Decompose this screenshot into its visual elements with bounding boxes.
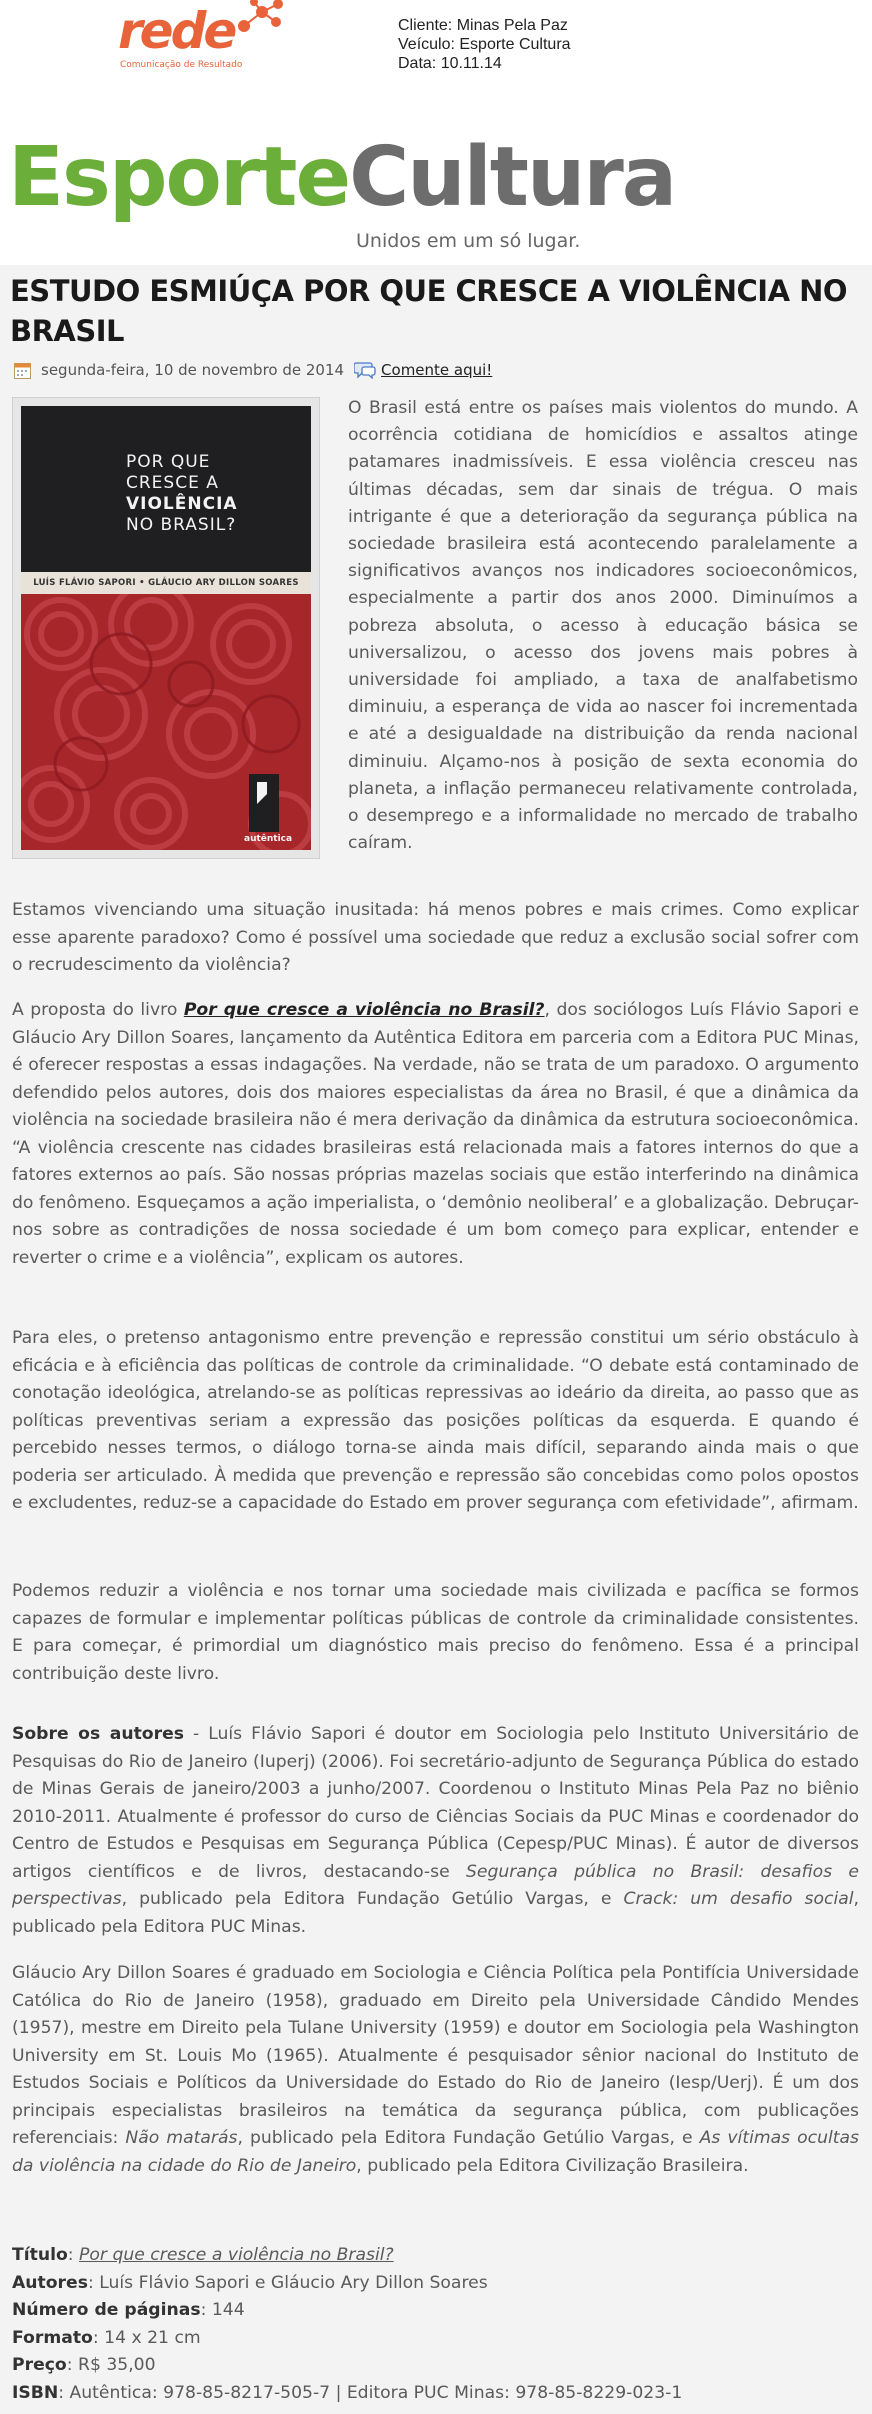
spec-value: 14 x 21 cm	[104, 2327, 201, 2348]
spec-label: Formato	[12, 2327, 93, 2348]
spec-label: Preço	[12, 2355, 67, 2375]
spec-label: Número de páginas	[12, 2300, 201, 2320]
paragraph-text: , dos sociólogos Luís Flávio Sapori e Gláucio Ary Dillon Soares, lançamento da Autêntica Editora em parceria com a Editora PUC Minas, é oferecer respostas a essas indagações. Na verdade, não se trata de um paradoxo. O argumento defendido pelos autores, dois dos maiores especialistas da área no Brasil, é que a dinâmica da violência na sociedade brasileira não é mera derivação da dinâmica da estrutura socioeconômica. “A violência crescente nas cidades brasileiras está relacionada mais a fatores internos do que a fatores externos ao país. São nossas próprias mazelas sociais que estão interferindo na dinâmica do fenômeno. Esqueçamos a ação imperialista, o ‘demônio neoliberal’ e a globalização. Debruçar-nos sobre as contradições de nossa sociedade é um bom começo para explicar, entender e reverter o crime e a violência”, explicam os autores.	[12, 1000, 859, 1268]
site-logo-part2: Cultura	[349, 130, 676, 225]
article-paragraph: Estamos vivenciando uma situação inusitada: há menos pobres e mais crimes. Como explicar esse aparente paradoxo? Como é possível uma sociedade que reduz a exclusão social sofrer com o recrudescimento da violência?	[12, 900, 859, 975]
book-cover-art	[21, 406, 311, 850]
paragraph-text: - Luís Flávio Sapori é doutor em Sociologia pelo Instituto Universitário de Pesquisas do Rio de Janeiro (Iuperj) (2006). Foi secretário-adjunto de Segurança Pública do estado de Minas Gerais de janeiro/2003 a junho/2007. Coordenou o Instituto Minas Pela Paz no biênio 2010-2011. Atualmente é professor do curso de Ciências Sociais da PUC Minas e coordenador do Centro de Estudos e Pesquisas em Segurança Pública (Cepesp/PUC Minas). É autor de diversos artigos científicos e de livros, destacando-se	[12, 1724, 859, 1882]
book-cover-top	[21, 406, 311, 572]
comment-link[interactable]: Comente aqui!	[381, 361, 493, 379]
book-citation: Não matarás	[125, 2128, 238, 2148]
article-paragraph	[12, 997, 859, 1272]
spec-label: Título	[12, 2245, 68, 2265]
about-authors-label: Sobre os autores	[12, 1724, 184, 1744]
site-banner	[0, 130, 676, 258]
spec-label: ISBN	[12, 2382, 59, 2403]
book-cover-title-line: VIOLÊNCIA	[126, 494, 238, 514]
spec-price: Preço: R$ 35,00	[12, 2355, 156, 2375]
spec-value: 144	[211, 2300, 245, 2320]
network-dots-icon	[226, 0, 296, 40]
book-cover-bottom	[21, 594, 311, 850]
spec-value: Autêntica: 978-85-8217-505-7 | Editora PUC Minas: 978-85-8229-023-1	[69, 2382, 683, 2403]
spec-value: Luís Flávio Sapori e Gláucio Ary Dillon Soares	[99, 2272, 488, 2293]
book-cover-title	[126, 452, 306, 536]
book-cover-title-line: POR QUE	[126, 452, 211, 472]
book-cover-circle-pattern	[21, 594, 311, 850]
article-paragraph: Para eles, o pretenso antagonismo entre prevenção e repressão constitui um sério obstáculo à eficácia e à eficiência das políticas de controle da criminalidade. “O debate está contaminado de conotação ideológica, atrelando-se as políticas repressivas ao ideário da direita, ao passo que as políticas preventivas seriam a expressão das posições políticas da esquerda. E quando é percebido nesses termos, o diálogo torna-se ainda mais difícil, separando ainda mais o que poderia ser articulado. À medida que prevenção e repressão são concebidas como polos opostos e excludentes, reduz-se a capacidade do Estado em prover segurança com efetividade”, afirmam.	[12, 1328, 859, 1513]
book-cover-image	[12, 397, 320, 859]
site-logo-part1: Esporte	[8, 130, 350, 225]
clipping-info	[398, 16, 571, 73]
rede-logo-tagline: Comunicação de Resultado	[120, 60, 243, 70]
spec-title-link[interactable]: Por que cresce a violência no Brasil?	[79, 2245, 394, 2265]
article-date: segunda-feira, 10 de novembro de 2014	[41, 361, 345, 379]
article-headline: ESTUDO ESMIÚÇA POR QUE CRESCE A VIOLÊNCIA NO BRASIL	[10, 274, 848, 348]
paragraph-text: , publicado pela Editora Fundação Getúlio Vargas, e	[121, 1889, 624, 1909]
book-citation: Segurança pública no Brasil: desafios e perspectivas	[12, 1861, 859, 1909]
spec-title: Título: Por que cresce a violência no Brasil?	[12, 2245, 394, 2265]
article-intro: O Brasil está entre os países mais violentos do mundo. A ocorrência cotidiana de homicídios e assaltos atinge patamares inadmissíveis. E essa violência cresceu nas últimas décadas, sem dar sinais de trégua. O mais intrigante é que a deterioração da segurança pública na sociedade brasileira está acontecendo paralelamente a significativos avanços nos indicadores socioeconômicos, especialmente a partir dos anos 2000. Diminuímos a pobreza absoluta, o acesso à educação básica se universalizou, o acesso dos jovens mais pobres à universidade foi ampliado, a taxa de analfabetismo diminuiu, a esperança de vida ao nascer foi incrementada e até a desigualdade na distribuição da renda nacional diminuiu. Alçamo-nos à posição de sexta economia do planeta, a inflação permaneceu relativamente controlada, o desemprego e a informalidade no mercado de trabalho caíram.	[348, 398, 858, 854]
spec-isbn: ISBN: Autêntica: 978-85-8217-505-7 | Editora PUC Minas: 978-85-8229-023-1	[12, 2382, 683, 2403]
spec-label: Autores	[12, 2272, 88, 2293]
paragraph-text: A proposta do livro	[12, 1000, 184, 1020]
book-title-link[interactable]: Por que cresce a violência no Brasil?	[183, 1000, 545, 1020]
vehicle-line: Veículo: Esporte Cultura	[398, 36, 571, 53]
rede-logo	[118, 0, 288, 80]
author-bio-paragraph	[12, 1960, 859, 2180]
spec-authors: Autores: Luís Flávio Sapori e Gláucio Ary Dillon Soares	[12, 2272, 488, 2293]
calendar-icon	[14, 362, 31, 379]
paragraph-text: , publicado pela Editora Fundação Getúlio Vargas, e	[237, 2128, 700, 2148]
book-specs	[12, 2242, 859, 2407]
paragraph-text: Gláucio Ary Dillon Soares é graduado em Sociologia e Ciência Política pela Pontifícia Universidade Católica do Rio de Janeiro (1958), graduado em Direito pela Universidade Cândido Mendes (1957), mestre em Direito pela Tulane University (1959) e doutor em Sociologia pela Washington University em St. Louis Mo (1965). Atualmente é pesquisador sênior nacional do Instituto de Estudos Sociais e Políticos da Universidade do Estado do Rio de Janeiro (Iesp/Uerj). É um dos principais especialistas brasileiros na temática da segurança pública, com publicações referenciais:	[12, 1963, 859, 2148]
comment-icon[interactable]	[354, 361, 376, 379]
paragraph-text: , publicado pela Editora Civilização Brasileira.	[356, 2155, 749, 2176]
article	[0, 265, 872, 2414]
date-line: Data: 10.11.14	[398, 55, 502, 72]
spec-value: R$ 35,00	[78, 2355, 156, 2375]
book-cover-publisher: autêntica	[244, 834, 293, 844]
article-paragraph: Podemos reduzir a violência e nos tornar uma sociedade mais civilizada e pacífica se formos capazes de formular e implementar políticas públicas de controle da criminalidade consistentes. E para começar, é primordial um diagnóstico mais preciso do fenômeno. Essa é a principal contribuição deste livro.	[12, 1581, 859, 1684]
book-cover-title-line: NO BRASIL?	[126, 515, 237, 535]
book-cover-title-line: CRESCE A	[126, 473, 219, 493]
site-slogan: Unidos em um só lugar.	[356, 230, 581, 252]
site-logo	[8, 130, 675, 225]
rede-logo-word: rede	[118, 2, 235, 60]
book-cover-authors: LUÍS FLÁVIO SAPORI • GLÁUCIO ARY DILLON SOARES	[21, 572, 311, 594]
article-meta	[14, 359, 492, 381]
about-authors-paragraph	[12, 1721, 859, 1941]
client-line: Cliente: Minas Pela Paz	[398, 17, 568, 34]
paragraph-text: , publicado pela Editora PUC Minas.	[12, 1889, 859, 1937]
book-citation: As vítimas ocultas da violência na cidade do Rio de Janeiro	[12, 2128, 859, 2176]
spec-pages: Número de páginas: 144	[12, 2300, 245, 2320]
clipping-header	[0, 0, 872, 130]
spec-format: Formato: 14 x 21 cm	[12, 2327, 201, 2348]
book-citation: Crack: um desafio social	[623, 1889, 854, 1909]
